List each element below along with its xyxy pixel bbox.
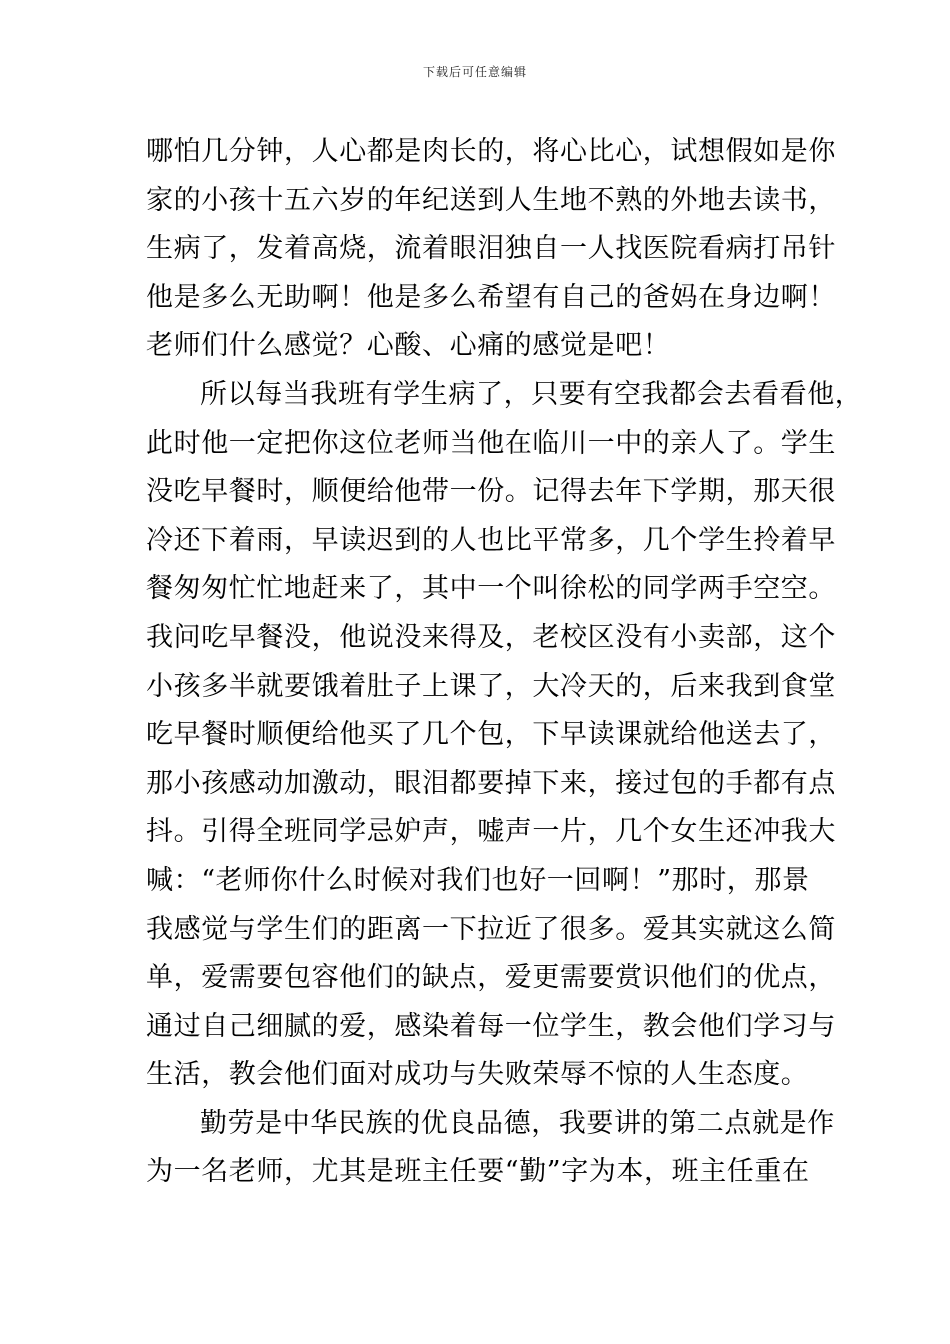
- text-line: 没吃早餐时，顺便给他带一份。记得去年下学期，那天很: [146, 476, 836, 508]
- text-line: 抖。引得全班同学忌妒声，嘘声一片，几个女生还冲我大: [146, 816, 836, 848]
- text-line: 为一名老师，尤其是班主任要“勤”字为本，班主任重在: [146, 1156, 810, 1188]
- text-line: 家的小孩十五六岁的年纪送到人生地不熟的外地去读书，: [146, 184, 836, 216]
- text-line: 生活，教会他们面对成功与失败荣辱不惊的人生态度。: [146, 1059, 809, 1091]
- text-line: 他是多么无助啊！他是多么希望有自己的爸妈在身边啊！: [146, 281, 836, 313]
- text-line: 吃早餐时顺便给他买了几个包，下早读课就给他送去了，: [146, 719, 836, 751]
- text-line: 老师们什么感觉？心酸、心痛的感觉是吧！: [146, 330, 671, 362]
- text-line: 喊：“老师你什么时候对我们也好一回啊！”那时，那景: [146, 864, 810, 896]
- text-line: 单，爱需要包容他们的缺点，爱更需要赏识他们的优点，: [146, 962, 836, 994]
- text-line: 餐匆匆忙忙地赶来了，其中一个叫徐松的同学两手空空。: [146, 573, 836, 605]
- text-line: 冷还下着雨，早读迟到的人也比平常多，几个学生拎着早: [146, 524, 836, 556]
- body-text: [146, 128, 863, 1197]
- page-header: 下载后可任意编辑: [422, 65, 527, 79]
- text-line: 我问吃早餐没，他说没来得及，老校区没有小卖部，这个: [146, 621, 836, 653]
- text-line: 小孩多半就要饿着肚子上课了，大冷天的，后来我到食堂: [146, 670, 836, 702]
- text-line: 我感觉与学生们的距离一下拉近了很多。爱其实就这么简: [146, 913, 836, 945]
- text-line: 生病了，发着高烧，流着眼泪独自一人找医院看病打吊针: [146, 233, 836, 265]
- paragraph-first-line: 所以每当我班有学生病了，只要有空我都会去看看他，: [200, 378, 863, 410]
- text-line: 此时他一定把你这位老师当他在临川一中的亲人了。学生: [146, 427, 836, 459]
- text-line: 那小孩感动加激动，眼泪都要掉下来，接过包的手都有点: [146, 767, 836, 799]
- paragraph-first-line: 勤劳是中华民族的优良品德，我要讲的第二点就是作: [200, 1107, 835, 1139]
- text-line: 通过自己细腻的爱，感染着每一位学生，教会他们学习与: [146, 1010, 836, 1042]
- text-line: 哪怕几分钟，人心都是肉长的，将心比心，试想假如是你: [146, 136, 836, 167]
